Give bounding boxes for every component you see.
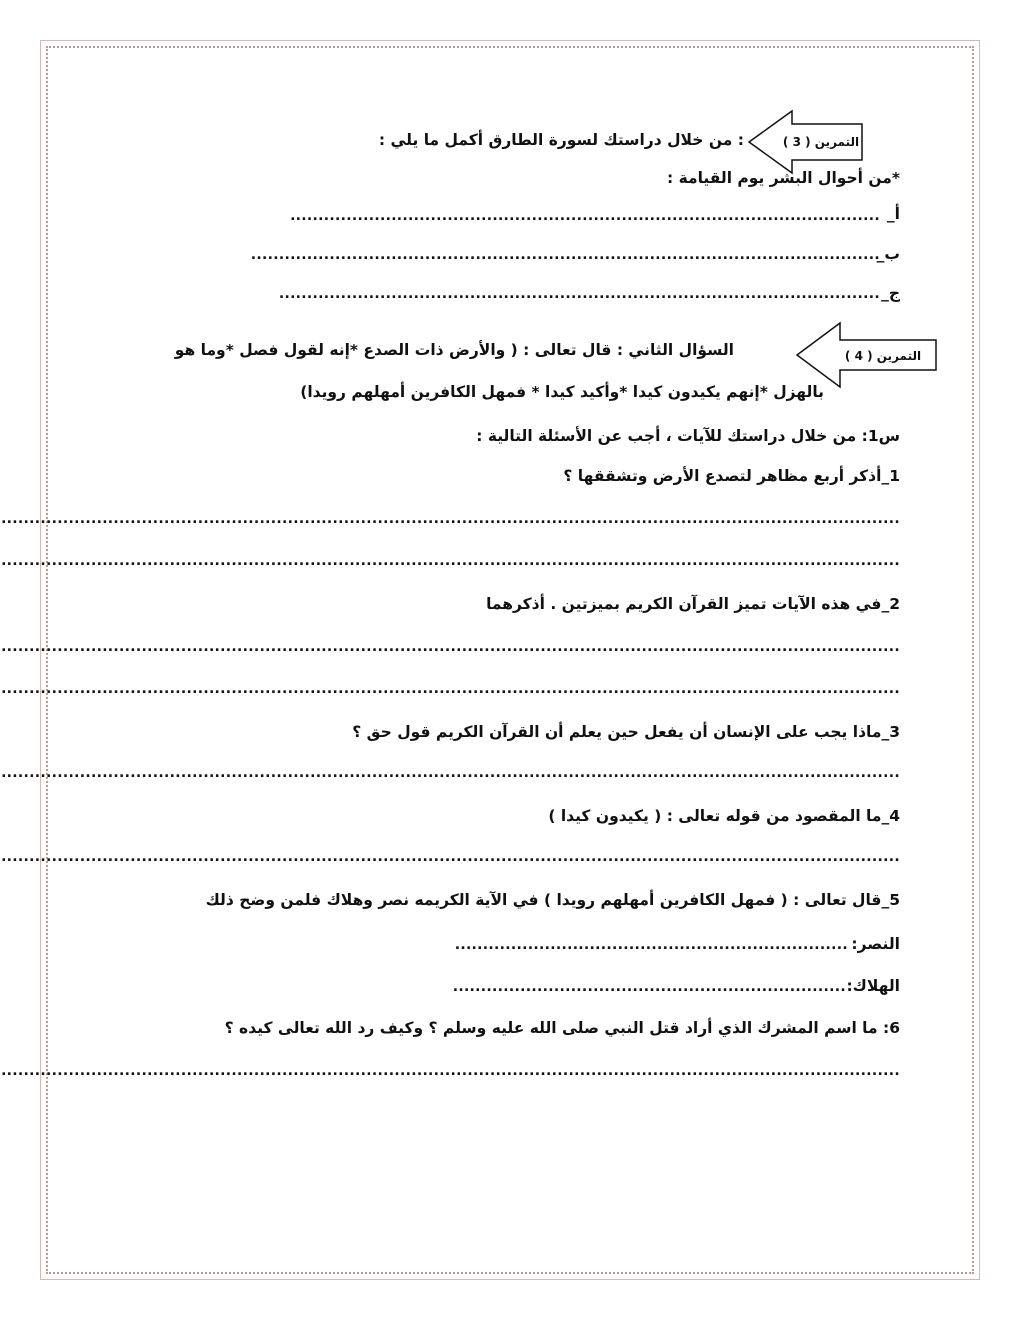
answer-1-line-2[interactable]: ................................................................................................................................................................	[1, 553, 900, 569]
page-border	[1, 40, 980, 1280]
victory-label: النصر:	[851, 935, 900, 953]
destruction-dots[interactable]: ......................................................................	[452, 979, 846, 995]
question-5: 5_قال تعالى : ( فمهل الكافرين أمهلهم رويدا ) في الآية الكريمه نصر وهلاك فلمن وضح ذلك	[205, 891, 900, 909]
item-b-label: ب_	[876, 245, 900, 263]
item-a-dots[interactable]: .........................................................................................................	[290, 208, 880, 224]
question-4: 4_ما المقصود من قوله تعالى : ( يكيدون كيدا )	[548, 807, 900, 825]
destruction-label: الهلاك:	[846, 977, 900, 995]
answer-3[interactable]: ................................................................................................................................................................	[1, 765, 900, 781]
answer-2-line-2[interactable]: ................................................................................................................................................................	[1, 681, 900, 697]
exercise-3-badge: التمرين ( 3 )	[782, 135, 860, 149]
question-two-line-2: بالهزل *إنهم يكيدون كيدا *وأكيد كيدا * فمهل الكافرين أمهلهم رويدا)	[300, 383, 824, 401]
victory-dots[interactable]: ......................................................................	[454, 937, 848, 953]
item-c-label: ج_	[881, 284, 900, 302]
question-2: 2_في هذه الآيات تميز القرآن الكريم بميزتين . أذكرهما	[486, 595, 900, 613]
question-two-line-1: السؤال الثاني : قال تعالى : ( والأرض ذات الصدع *إنه لقول فصل *وما هو	[174, 341, 734, 359]
question-1: 1_أذكر أربع مظاهر لتصدع الأرض وتشققها ؟	[563, 467, 900, 485]
question-3: 3_ماذا يجب على الإنسان أن يفعل حين يعلم أن القرآن الكريم قول حق ؟	[352, 723, 900, 741]
answer-1-line-1[interactable]: ................................................................................................................................................................	[1, 511, 900, 527]
instruction: س1: من خلال دراستك للآيات ، أجب عن الأسئلة التالية :	[476, 427, 900, 445]
answer-4[interactable]: ................................................................................................................................................................	[1, 849, 900, 865]
question-6: 6: ما اسم المشرك الذي أراد قتل النبي صلى الله عليه وسلم ؟ وكيف رد الله تعالى كيده ؟	[224, 1019, 900, 1037]
exercise-3-subtitle: *من أحوال البشر يوم القيامة :	[667, 169, 900, 187]
item-c-dots[interactable]: ...........................................................................................................	[278, 286, 880, 302]
item-a-label: أ_	[886, 205, 900, 223]
answer-2-line-1[interactable]: ................................................................................................................................................................	[1, 639, 900, 655]
page-border-inner	[1, 46, 974, 1274]
item-b-dots[interactable]: ................................................................................................................	[250, 247, 880, 263]
answer-6[interactable]: ................................................................................................................................................................	[1, 1063, 900, 1079]
exercise-4-badge: التمرين ( 4 )	[844, 349, 922, 363]
exercise-3-intro: : من خلال دراستك لسورة الطارق أكمل ما يلي :	[378, 131, 744, 149]
